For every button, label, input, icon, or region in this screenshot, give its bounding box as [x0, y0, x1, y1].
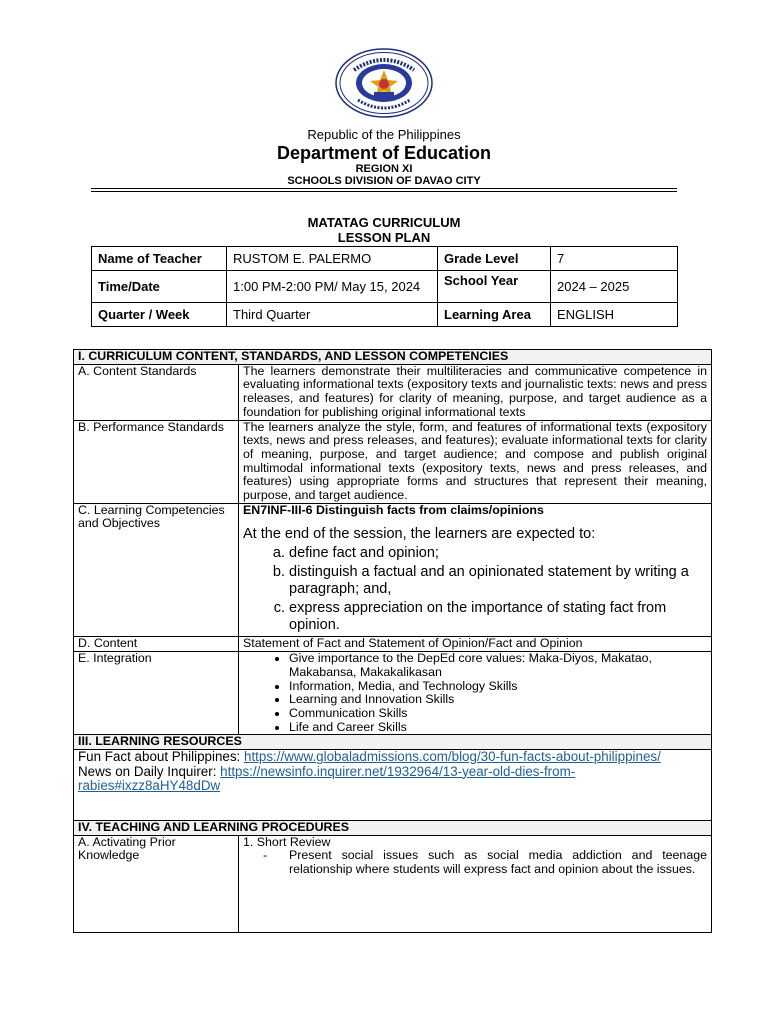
list-item: • Give importance to the DepEd core values: Maka-Diyos, Makatao, Makabansa, Makakalikasan — [289, 652, 707, 679]
grade-label: Grade Level — [438, 247, 551, 271]
division-heading: SCHOOLS DIVISION OF DAVAO CITY — [287, 175, 481, 187]
list-item: • Life and Career Skills — [289, 721, 707, 735]
republic-heading: Republic of the Philippines — [307, 127, 461, 142]
learning-area-value: ENGLISH — [551, 303, 678, 327]
learning-area-label: Learning Area — [438, 303, 551, 327]
integration-cell — [239, 652, 712, 735]
content-standards-label: A. Content Standards — [74, 364, 239, 420]
list-item: • Information, Media, and Technology Skills — [289, 680, 707, 694]
objectives-list — [243, 545, 707, 634]
activating-label: A. Activating Prior Knowledge — [74, 835, 239, 932]
list-item: • Learning and Innovation Skills — [289, 693, 707, 707]
header-divider — [91, 188, 677, 189]
school-year-label: School Year — [438, 271, 551, 303]
list-item: c. express appreciation on the importance of stating fact from opinion. — [289, 600, 707, 634]
section-procedures-heading: IV. TEACHING AND LEARNING PROCEDURES — [74, 821, 712, 836]
section-resources-heading: III. LEARNING RESOURCES — [74, 735, 712, 750]
content-label: D. Content — [74, 637, 239, 652]
competencies-cell — [239, 503, 712, 637]
header-divider — [91, 191, 677, 192]
resources-cell — [74, 750, 712, 821]
list-item: - Present social issues such as social media addiction and teenage relationship where students will express fact and opinion about the issues. — [289, 849, 707, 876]
competencies-label: C. Learning Competencies and Objectives — [74, 503, 239, 637]
activating-step: 1. Short Review — [243, 834, 331, 849]
quarter-value: Third Quarter — [227, 303, 438, 327]
integration-label: E. Integration — [74, 652, 239, 735]
lesson-plan-title: LESSON PLAN — [337, 230, 431, 245]
content-text: Statement of Fact and Statement of Opinion/Fact and Opinion — [239, 637, 712, 652]
objectives-intro: At the end of the session, the learners are expected to: — [243, 526, 596, 543]
integration-list — [243, 652, 707, 734]
resource-link[interactable]: https://www.globaladmissions.com/blog/30-fun-facts-about-philippines/ — [244, 749, 661, 765]
activating-detail-list — [243, 849, 707, 876]
grade-value: 7 — [551, 247, 678, 271]
time-label: Time/Date — [92, 271, 227, 303]
department-heading: Department of Education — [276, 143, 491, 163]
teacher-value: RUSTOM E. PALERMO — [227, 247, 438, 271]
curriculum-title: MATATAG CURRICULUM — [307, 215, 461, 230]
resource-link[interactable]: https://newsinfo.inquirer.net/1932964/13-year-old-dies-from-rabies#ixzz8aHY48dDw — [78, 763, 576, 794]
performance-standards-text: The learners analyze the style, form, and features of informational texts (expository texts, news and press releases, and features); evaluate informational texts for clarity of meaning, purpose, and target audience; and compose and publish original multimodal informational texts (expository texts, news and press releases, and features) using appropriate forms and structures that represent their meaning, purpose, and target audience. — [239, 420, 712, 503]
content-standards-text: The learners demonstrate their multiliteracies and communicative competence in evaluating informational texts (expository texts and journalistic texts: news and press releases, and features) for clarity of meaning, purpose, and target audience as a foundation for publishing original informational texts — [239, 364, 712, 420]
competency-code: EN7INF-III-6 Distinguish facts from claims/opinions — [243, 502, 544, 517]
lesson-plan-table — [73, 349, 712, 933]
resource-label: News on Daily Inquirer: — [78, 763, 221, 779]
school-year-value: 2024 – 2025 — [551, 271, 678, 303]
quarter-label: Quarter / Week — [92, 303, 227, 327]
deped-seal-logo — [334, 48, 434, 118]
teacher-label: Name of Teacher — [92, 247, 227, 271]
resource-label: Fun Fact about Philippines: — [78, 749, 244, 765]
time-value: 1:00 PM-2:00 PM/ May 15, 2024 — [227, 271, 438, 303]
performance-standards-label: B. Performance Standards — [74, 420, 239, 503]
activating-cell — [239, 835, 712, 932]
lesson-info-table — [91, 246, 678, 327]
section-curriculum-heading: I. CURRICULUM CONTENT, STANDARDS, AND LESSON COMPETENCIES — [74, 350, 712, 365]
list-item: b. distinguish a factual and an opinionated statement by writing a paragraph; and, — [289, 564, 707, 598]
list-item: a. define fact and opinion; — [289, 545, 707, 562]
list-item: • Communication Skills — [289, 707, 707, 721]
region-heading: REGION XI — [355, 163, 413, 175]
